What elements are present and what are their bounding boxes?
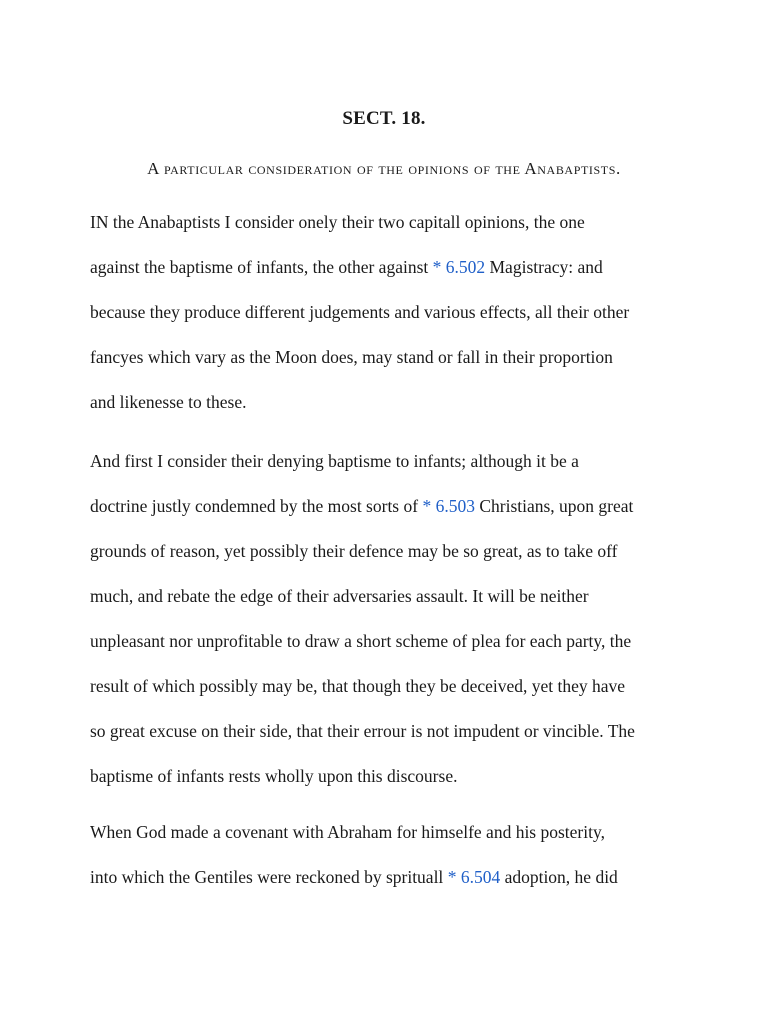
footnote-ref-link[interactable]: * 6.503 (422, 496, 475, 516)
paragraph (90, 439, 688, 799)
line-text: because they produce different judgements and various effects, all their other (90, 302, 630, 322)
line-text: so great excuse on their side, that their errour is not impudent or vincible. The (90, 721, 635, 741)
text-line (90, 810, 688, 855)
line-text: Magistracy: and (485, 257, 603, 277)
text-line (90, 619, 688, 664)
line-text: much, and rebate the edge of their adversaries assault. It will be neither (90, 586, 589, 606)
text-line (90, 574, 688, 619)
footnote-ref-link[interactable]: * 6.502 (432, 257, 486, 277)
line-text: baptisme of infants rests wholly upon this discourse. (90, 766, 458, 786)
text-line (90, 529, 688, 574)
paragraph (90, 200, 688, 425)
line-text: grounds of reason, yet possibly their defence may be so great, as to take off (90, 541, 618, 561)
line-text: unpleasant nor unprofitable to draw a short scheme of plea for each party, the (90, 631, 632, 651)
line-text: And first I consider their denying baptisme to infants; although it be a (90, 451, 579, 471)
line-text: When God made a covenant with Abraham for himselfe and his posterity, (90, 822, 605, 842)
text-line (90, 709, 688, 754)
text-line (90, 855, 688, 900)
line-text: doctrine justly condemned by the most sorts of (90, 496, 423, 516)
text-line (90, 200, 688, 245)
section-subheading: A particular consideration of the opinions of the Anabaptists. (147, 159, 621, 178)
text-line (90, 754, 688, 799)
text-line (90, 380, 688, 425)
line-text: IN the Anabaptists I consider onely their two capitall opinions, the one (90, 212, 585, 232)
line-text: against the baptisme of infants, the other against (90, 257, 433, 277)
text-line (90, 664, 688, 709)
text-line (90, 439, 688, 484)
paragraph (90, 810, 688, 900)
text-line (90, 484, 688, 529)
line-text: Christians, upon great (474, 496, 634, 516)
text-line (90, 335, 688, 380)
line-text: and likenesse to these. (90, 392, 247, 412)
text-line (90, 245, 688, 290)
section-heading: SECT. 18. (342, 108, 426, 129)
line-text: adoption, he did (500, 867, 618, 887)
line-text: result of which possibly may be, that though they be deceived, yet they have (90, 676, 626, 696)
footnote-ref-link[interactable]: * 6.504 (447, 867, 501, 887)
text-line (90, 290, 688, 335)
line-text: into which the Gentiles were reckoned by sprituall (90, 867, 448, 887)
line-text: fancyes which vary as the Moon does, may stand or fall in their proportion (90, 347, 613, 367)
